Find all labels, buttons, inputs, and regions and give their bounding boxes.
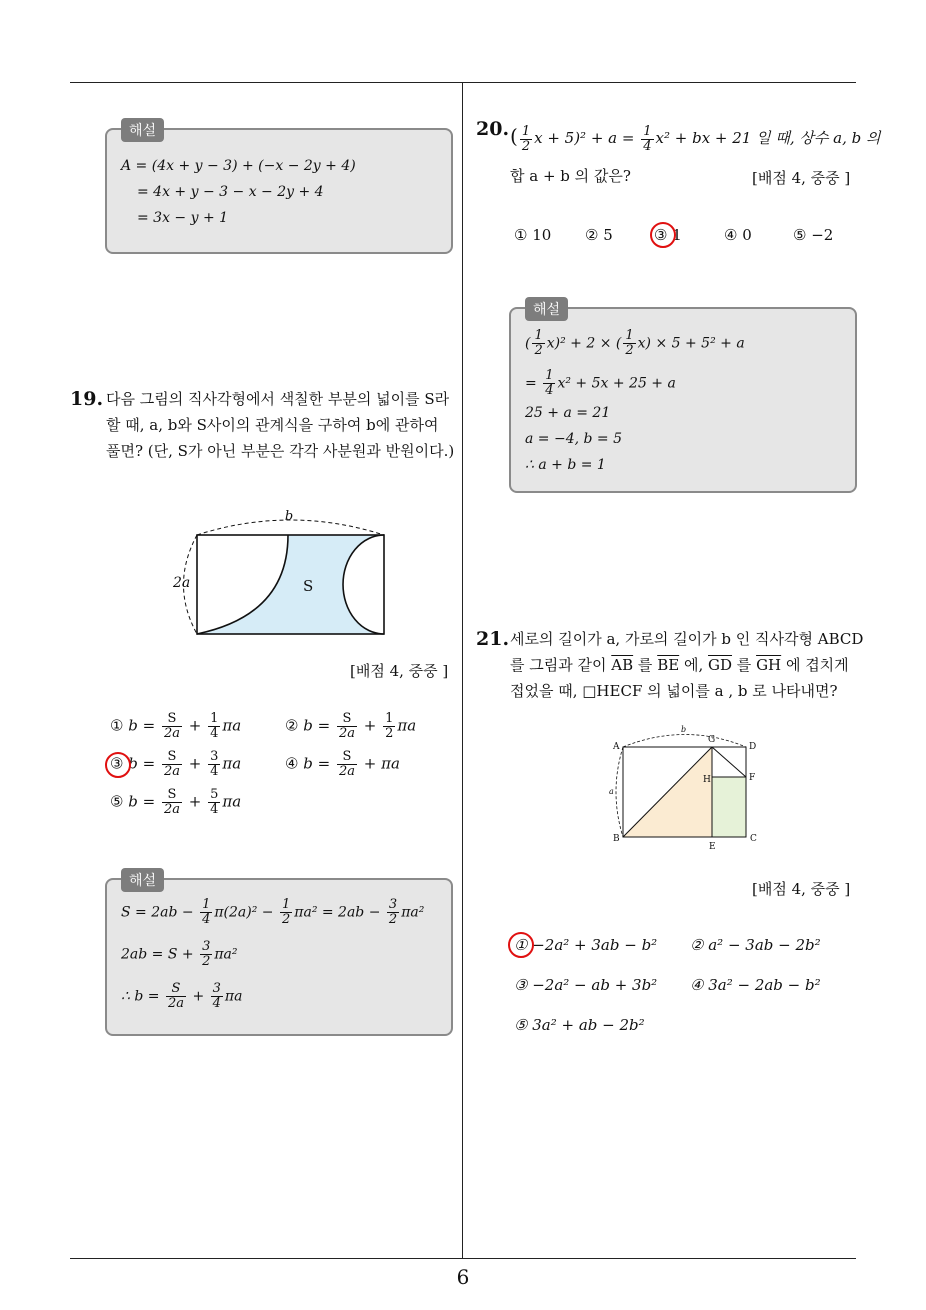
label-S: S [303, 577, 314, 595]
label-C: C [750, 834, 757, 844]
label-a: a [609, 787, 614, 796]
answer-circle-mark [105, 752, 131, 778]
label-G: G [708, 735, 716, 745]
choice-number: ① [110, 716, 124, 735]
rectangle-HECF [712, 777, 746, 837]
q19-choice-1[interactable]: ① b = $\frac{S}{2a}$ + $\frac{1}{4}$ πa [110, 711, 242, 741]
bottom-rule [70, 1258, 856, 1259]
q19-figure [165, 505, 405, 645]
q19-choice-3[interactable]: ③ b = $\frac{S}{2a}$ + $\frac{3}{4}$ πa [110, 749, 242, 779]
label-D: D [749, 742, 757, 752]
fraction: $\frac{S}{2a}$ [163, 711, 180, 741]
solution-line: 25 + a = 21 [525, 405, 611, 421]
q21-number: 21. [476, 628, 510, 650]
q21-text-line: 세로의 길이가 a, 가로의 길이가 b 인 직사각형 ABCD [510, 630, 864, 648]
solution-line: 2ab = S + $\frac{3}{2}$ πa² [121, 939, 238, 969]
q20-text-line: ( $\frac{1}{2}$ x + 5)² + a = $\frac{1}{4}$ x² + bx + 21 일 때, 상수 a, b 의 [510, 123, 881, 154]
shaded-region-S [197, 535, 384, 634]
label-B: B [613, 834, 620, 844]
solution-tag: 해설 [121, 118, 164, 142]
solution-line: A = (4x + y − 3) + (−x − 2y + 4) [121, 158, 356, 174]
solution-line: ∴ a + b = 1 [525, 457, 606, 473]
q20-choice-5[interactable]: ⑤ −2 [793, 226, 834, 244]
solution-line: = 3x − y + 1 [137, 210, 229, 226]
solution-line: ∴ b = $\frac{S}{2a}$ + $\frac{3}{4}$ πa [121, 981, 243, 1011]
solution-line: = $\frac{1}{4}$ x² + 5x + 25 + a [525, 368, 676, 398]
q19-choice-5[interactable]: ⑤ b = $\frac{S}{2a}$ + $\frac{5}{4}$ πa [110, 787, 242, 817]
fraction: $\frac{S}{2a}$ [338, 749, 355, 779]
choice-number: ② [285, 716, 299, 735]
answer-circle-mark [508, 932, 534, 958]
fraction: $\frac{1}{4}$ [210, 711, 219, 741]
fraction: $\frac{S}{2a}$ [163, 749, 180, 779]
q21-score: [배점 4, 중중 ] [752, 880, 851, 898]
q19-score: [배점 4, 중중 ] [350, 662, 449, 680]
fold-line-GF [712, 747, 746, 777]
top-rule [70, 82, 856, 83]
label-F: F [749, 773, 756, 783]
q21-text-line: 를 그림과 같이 $\overline{AB}$ 를 $\overline{BE}$ 에, $\overline{GD}$ 를 $\overline{GH}$ 에 겹치게 [510, 656, 849, 674]
q20-text-line: 합 a + b 의 값은? [510, 167, 631, 185]
q20-number: 20. [476, 118, 510, 140]
q20-score: [배점 4, 중중 ] [752, 169, 851, 187]
q19-choice-2[interactable]: ② b = $\frac{S}{2a}$ + $\frac{1}{2}$ πa [285, 711, 417, 741]
label-H: H [703, 775, 711, 785]
solution-line: ( $\frac{1}{2}$ x)² + 2 × ( $\frac{1}{2}$ x) × 5 + 5² + a [525, 328, 745, 358]
solution-line: S = 2ab − $\frac{1}{4}$ π(2a)² − $\frac{1}{2}$ πa² = 2ab − $\frac{3}{2}$ πa² [121, 897, 425, 927]
q21-choice-5[interactable]: ⑤ 3a² + ab − 2b² [514, 1016, 645, 1034]
q21-choice-3[interactable]: ③ −2a² − ab + 3b² [514, 976, 658, 994]
solution-line: = 4x + y − 3 − x − 2y + 4 [137, 184, 324, 200]
q19-number: 19. [70, 388, 104, 410]
q21-choice-4[interactable]: ④ 3a² − 2ab − b² [690, 976, 821, 994]
q21-choice-1[interactable]: ① −2a² + 3ab − b² [514, 936, 658, 954]
label-E: E [709, 842, 716, 852]
q19-text-line: 할 때, a, b와 S사이의 관계식을 구하여 b에 관하여 [106, 416, 439, 434]
label-b: b [681, 725, 687, 734]
choice-number: ④ [285, 754, 299, 773]
q19-choice-4[interactable]: ④ b = $\frac{S}{2a}$ + πa [285, 749, 400, 779]
q19-text-line: 풀면? (단, S가 아닌 부분은 각각 사분원과 반원이다.) [106, 442, 455, 460]
fraction: $\frac{3}{4}$ [210, 749, 219, 779]
q21-figure [605, 720, 765, 855]
q20-choice-1[interactable]: ① 10 [514, 226, 552, 244]
dimension-arc-b [623, 735, 746, 748]
fraction: $\frac{1}{2}$ [385, 711, 394, 741]
solution-line: a = −4, b = 5 [525, 431, 623, 447]
column-divider [462, 82, 463, 1259]
choice-number: ⑤ [110, 792, 124, 811]
q20-choice-3[interactable]: ③ 1 [654, 226, 682, 244]
prev-solution-box [105, 123, 453, 254]
q21-text-line: 접었을 때, □HECF 의 넓이를 a , b 로 나타내면? [510, 682, 838, 700]
dimension-arc-a [616, 747, 623, 837]
label-A: A [613, 742, 620, 752]
q20-choice-4[interactable]: ④ 0 [724, 226, 752, 244]
choice-number: ③ [110, 754, 124, 773]
q19-solution-box [105, 873, 453, 1036]
label-2a: 2a [173, 575, 191, 591]
q20-solution-box [509, 302, 857, 493]
q19-text-line: 다음 그림의 직사각형에서 색칠한 부분의 넓이를 S라 [106, 390, 450, 408]
solution-tag: 해설 [525, 297, 568, 321]
fraction: $\frac{5}{4}$ [210, 787, 219, 817]
page-number: 6 [456, 1265, 470, 1289]
fraction: $\frac{S}{2a}$ [338, 711, 355, 741]
q21-choice-2[interactable]: ② a² − 3ab − 2b² [690, 936, 821, 954]
answer-circle-mark [650, 222, 676, 248]
label-b: b [284, 509, 294, 524]
solution-tag: 해설 [121, 868, 164, 892]
fraction: $\frac{S}{2a}$ [163, 787, 180, 817]
q20-choice-2[interactable]: ② 5 [585, 226, 613, 244]
